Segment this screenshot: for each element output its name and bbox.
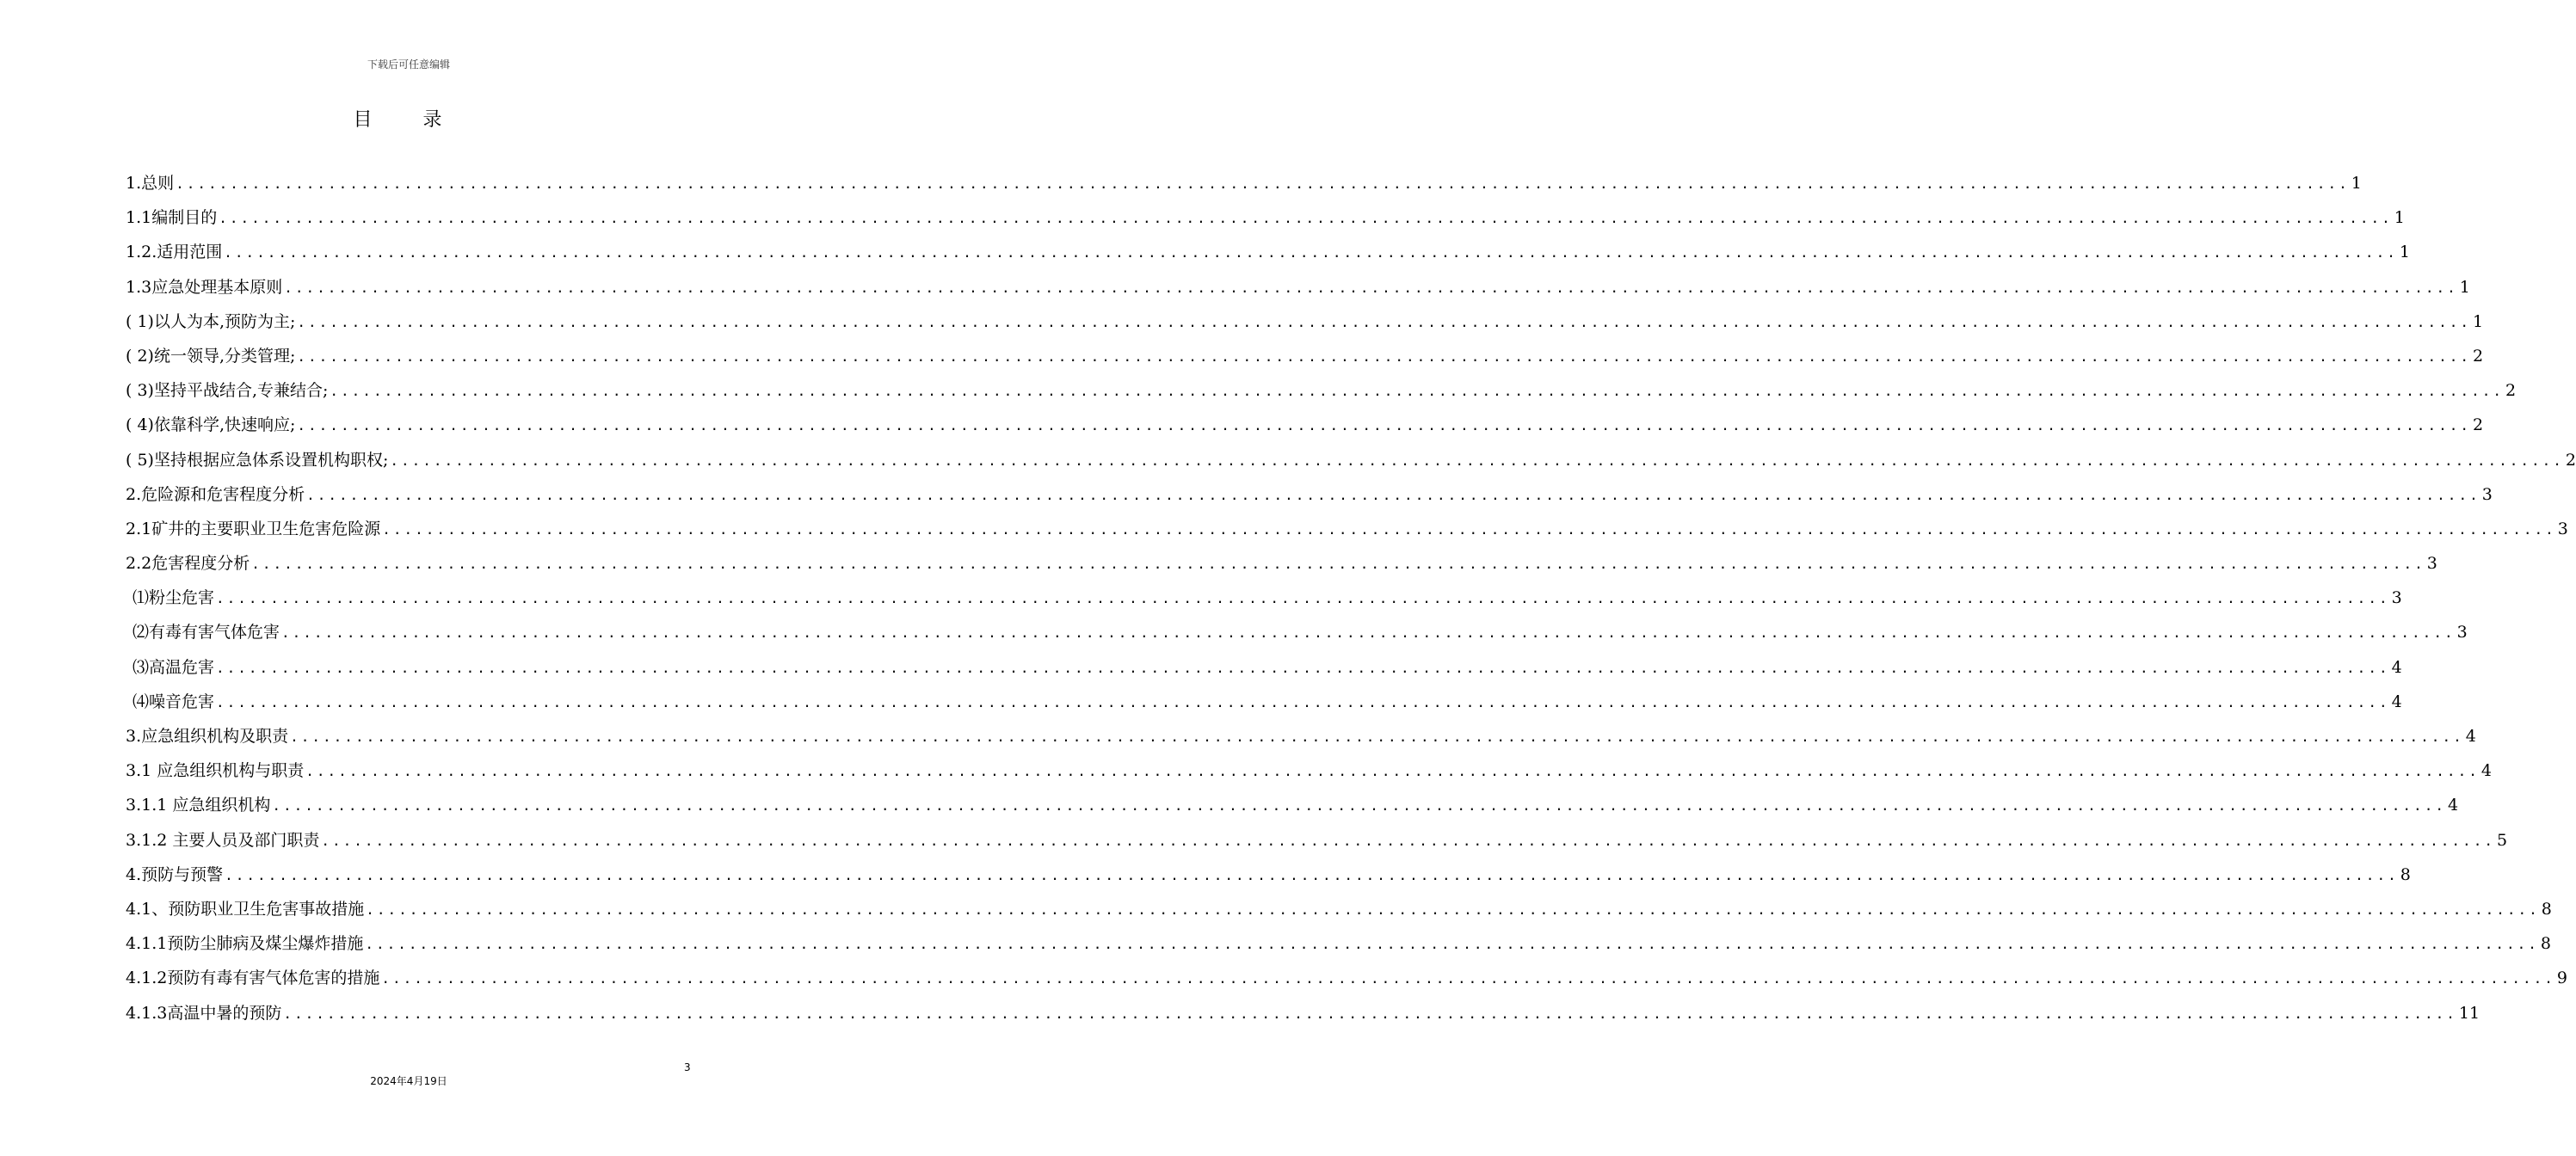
toc-leader-dots: ........................................................................................................................................................................................................ [216,693,2390,710]
toc-entry[interactable] [126,205,2405,239]
toc-entry-label: 2.1矿井的主要职业卫生危害危险源 [126,519,381,538]
toc-entry[interactable] [126,447,2576,482]
toc-entry-page: 4 [2480,761,2492,781]
toc-entry-page: 8 [2541,899,2552,919]
header-note: 下载后可任意编辑 [367,58,450,71]
toc-entry-label: 3.应急组织机构及职责 [126,727,289,746]
toc-entry-page: 8 [2540,934,2552,954]
toc-entry-label: 4.1、预防职业卫生危害事故措施 [126,899,365,919]
toc-entry-label: 2.危险源和危害程度分析 [126,484,305,504]
toc-entry-page: 1 [2394,208,2405,228]
toc-leader-dots: ........................................................................................................................................................................................................ [305,763,2480,780]
toc-entry-label: ( 4)依靠科学,快速响应; [126,415,296,435]
toc-entry[interactable] [126,482,2493,516]
toc-leader-dots: ........................................................................................................................................................................................................ [251,556,2425,573]
toc-entry-page: 4 [2447,796,2459,815]
toc-leader-dots: ........................................................................................................................................................................................................ [306,486,2480,503]
footer-date: 2024年4月19日 [370,1075,447,1087]
toc-entry-label: 1.总则 [126,174,175,193]
toc-entry-label: ⑵有毒有害气体危害 [132,623,280,643]
toc-entry-page: 2 [2472,346,2484,366]
toc-entry-page: 1 [2472,311,2484,331]
toc-entry[interactable] [126,792,2459,827]
toc-entry[interactable] [126,896,2552,931]
toc-leader-dots: ........................................................................................................................................................................................................ [297,347,2471,365]
toc-entry-label: 1.1编制目的 [126,208,218,228]
toc-leader-dots: ........................................................................................................................................................................................................ [225,866,2399,883]
toc-entry-page: 4 [2465,727,2476,746]
toc-entry[interactable] [126,827,2508,862]
toc-entry-page: 3 [2426,554,2437,574]
toc-entry[interactable] [126,170,2362,205]
toc-entry-label: 3.1.1 应急组织机构 [126,796,271,815]
toc-entry-page: 3 [2456,623,2468,643]
toc-entry[interactable] [126,723,2476,758]
toc-leader-dots: ........................................................................................................................................................................................................ [382,520,2556,538]
toc-leader-dots: ........................................................................................................................................................................................................ [176,175,2350,192]
toc-entry-page: 1 [2459,277,2470,297]
toc-leader-dots: ........................................................................................................................................................................................................ [283,1005,2457,1022]
toc-entry-label: 1.3应急处理基本原则 [126,277,283,297]
toc-entry-label: 3.1.2 主要人员及部门职责 [126,830,320,850]
toc-entry-page: 2 [2565,450,2576,470]
toc-leader-dots: ........................................................................................................................................................................................................ [219,210,2393,227]
toc-entry-page: 11 [2458,1003,2480,1023]
toc-entry[interactable] [126,655,2402,689]
toc-entry-page: 4 [2391,657,2402,677]
toc-leader-dots: ........................................................................................................................................................................................................ [216,659,2390,676]
toc-leader-dots: ........................................................................................................................................................................................................ [281,624,2456,642]
toc-entry[interactable] [126,343,2484,378]
toc-entry-label: 4.1.2预防有毒有害气体危害的措施 [126,968,380,988]
page-number: 3 [684,1061,691,1073]
toc-entry[interactable] [126,758,2492,792]
table-of-contents [126,170,2576,1035]
toc-entry[interactable] [126,619,2468,654]
toc-entry-label: ( 3)坚持平战结合,专兼结合; [126,381,329,401]
toc-entry[interactable] [126,516,2568,550]
toc-entry-label: 2.2危害程度分析 [126,554,250,574]
toc-entry-page: 3 [2557,519,2568,538]
toc-leader-dots: ........................................................................................................................................................................................................ [330,383,2504,400]
toc-entry-label: 1.2.适用范围 [126,243,223,262]
toc-entry[interactable] [126,965,2568,999]
toc-entry[interactable] [126,274,2470,309]
toc-entry[interactable] [126,689,2402,723]
toc-entry-page: 8 [2400,864,2411,884]
toc-entry-page: 1 [2351,174,2362,193]
toc-entry[interactable] [126,378,2517,412]
toc-leader-dots: ........................................................................................................................................................................................................ [390,452,2564,469]
toc-entry-label: ⑶高温危害 [132,657,215,677]
toc-leader-dots: ........................................................................................................................................................................................................ [272,797,2446,815]
toc-entry[interactable] [126,412,2484,446]
toc-entry-page: 3 [2391,588,2402,608]
toc-leader-dots: ........................................................................................................................................................................................................ [297,313,2471,330]
toc-entry-page: 2 [2472,415,2484,435]
toc-leader-dots: ........................................................................................................................................................................................................ [366,901,2540,918]
toc-entry[interactable] [126,862,2411,896]
toc-entry-label: ⑷噪音危害 [132,692,215,711]
toc-leader-dots: ........................................................................................................................................................................................................ [290,729,2464,745]
toc-leader-dots: ........................................................................................................................................................................................................ [284,279,2458,296]
toc-entry-label: 3.1 应急组织机构与职责 [126,761,305,781]
toc-entry-page: 9 [2556,968,2568,988]
toc-entry[interactable] [126,239,2410,274]
toc-entry-label: 4.1.3高温中暑的预防 [126,1003,282,1023]
toc-entry[interactable] [126,550,2437,585]
toc-entry-page: 1 [2399,243,2410,262]
toc-entry[interactable] [126,1000,2480,1035]
toc-title: 目 录 [353,109,465,131]
toc-leader-dots: ........................................................................................................................................................................................................ [224,244,2398,261]
toc-entry-label: ( 2)统一领导,分类管理; [126,346,296,366]
toc-entry[interactable] [126,931,2552,965]
toc-leader-dots: ........................................................................................................................................................................................................ [297,417,2471,434]
toc-entry-page: 3 [2481,484,2493,504]
toc-entry[interactable] [126,585,2402,619]
toc-entry-label: ( 1)以人为本,预防为主; [126,311,296,331]
toc-leader-dots: ........................................................................................................................................................................................................ [321,832,2495,849]
toc-entry-page: 5 [2496,830,2508,850]
toc-entry[interactable] [126,309,2484,343]
toc-entry-page: 4 [2391,692,2402,711]
toc-entry-label: ( 5)坚持根据应急体系设置机构职权; [126,450,389,470]
toc-entry-page: 2 [2505,381,2517,401]
toc-leader-dots: ........................................................................................................................................................................................................ [216,590,2390,607]
toc-entry-label: 4.1.1预防尘肺病及煤尘爆炸措施 [126,934,364,954]
toc-entry-label: ⑴粉尘危害 [132,588,215,608]
toc-leader-dots: ........................................................................................................................................................................................................ [381,970,2555,987]
toc-entry-label: 4.预防与预警 [126,864,224,884]
toc-leader-dots: ........................................................................................................................................................................................................ [365,936,2539,953]
